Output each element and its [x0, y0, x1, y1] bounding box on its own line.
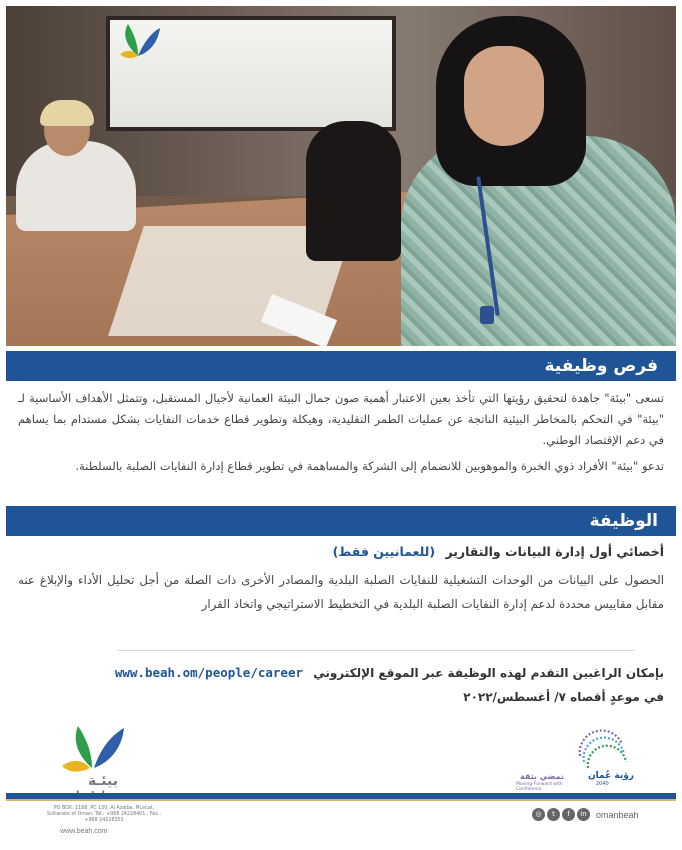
vision-2040-logo-icon	[572, 726, 632, 776]
facebook-icon[interactable]: f	[562, 808, 575, 821]
vision-arabic: رؤية عُمان	[588, 771, 634, 781]
beah-logo-icon	[48, 722, 138, 774]
opportunities-heading: فرص وظيفية	[6, 351, 676, 381]
hero-photo	[6, 6, 676, 346]
job-description: الحصول على البيانات من الوحدات التشغيلية للنفايات الصلبة البلدية والمصادر الأخرى ذات الصلة من أجل تحليل الأداء والإبلاغ عنه مقابل مقاييس محددة لدعم إدارة النفايات الصلبة البلدية في التخطيط الاستراتيجي واتخاذ القرار	[18, 573, 664, 611]
apply-text: بإمكان الراغبين التقدم لهذه الوظيفة عبر الموقع الإلكتروني	[313, 666, 664, 680]
moving-forward-english: Moving Forward with Confidence	[516, 782, 563, 792]
social-links	[532, 808, 639, 821]
job-title-row	[18, 544, 664, 559]
job-title: أخصائي أول إدارة البيانات والتقارير	[445, 544, 664, 559]
career-link[interactable]: www.beah.om/people/career	[114, 665, 304, 680]
apply-row	[18, 660, 664, 686]
invite-paragraph: تدعو "بيئة" الأفراد ذوي الخبرة والموهوبين للانضمام إلى الشركة والمساهمة في تطوير قطاع إدارة النفايات الصلبة بالسلطنة.	[75, 459, 664, 473]
instagram-icon[interactable]: ◎	[532, 808, 545, 821]
intro-paragraph: تسعى "بيئة" جاهدة لتحقيق رؤيتها التي تأخذ بعين الاعتبار أهمية صون جمال البيئة العمانية لأجيال المستقبل، وتتمثل الأهداف الأساسية لـ "بيئة" في التحكم بالمخاطر البيئية الناتجة عن عمليات الطمر التقليدية، وهيكلة وتطوير قطاع خدمات النفايات بشكل مستدام بما يساهم في دعم الإقتصاد الوطني.	[18, 391, 664, 447]
linkedin-icon[interactable]: in	[577, 808, 590, 821]
footer-band-accent	[6, 799, 676, 801]
job-heading: الوظيفة	[6, 506, 676, 536]
moving-forward-arabic: نمضي بثقة	[520, 772, 565, 781]
address: PO BOX: 1188, PC 130, Al Azaiba, Muscat, Sultanate of Oman. Tel.: +968 24228401 , Fax.: +968 24228301	[46, 806, 162, 823]
social-handle[interactable]: omanbeah	[596, 809, 639, 820]
vision-year: 2040	[596, 781, 609, 787]
screen-logo-icon	[108, 16, 168, 66]
twitter-icon[interactable]: t	[547, 808, 560, 821]
brand-arabic: بيئـة	[88, 773, 118, 789]
divider	[118, 650, 634, 651]
deadline: في موعدٍ أقصاه ٧/ أغسطس/٢٠٢٢	[463, 690, 664, 704]
footer-website[interactable]: www.beah.com	[60, 828, 108, 835]
eligibility-tag: (للعمانيين فقط)	[332, 544, 436, 559]
